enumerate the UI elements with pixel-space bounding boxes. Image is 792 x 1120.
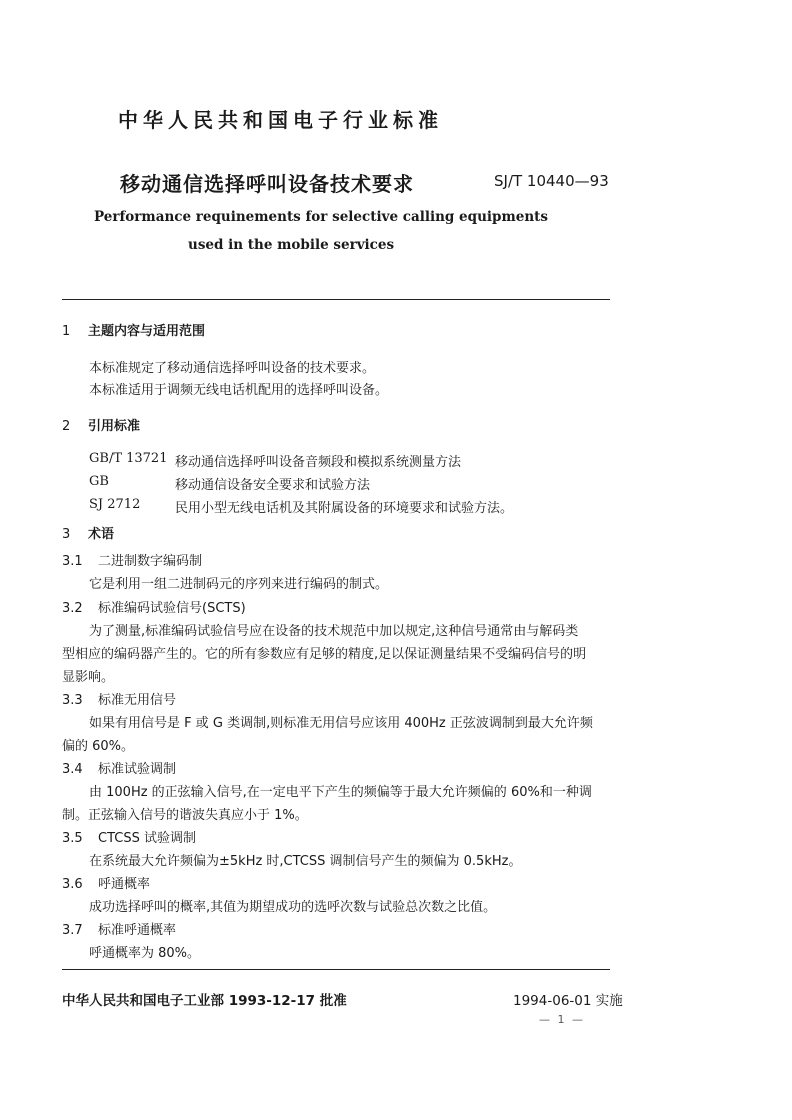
term-heading [62,758,176,777]
reference-code: GB/T 13721 [89,451,168,466]
term-definition-line: 如果有用信号是 F 或 G 类调制,则标准无用信号应该用 400Hz 正弦波调制到最大允许频 [89,716,593,731]
term-definition-line: 偏的 60%。 [62,739,135,754]
term-heading [62,689,176,708]
implementation-date: 1994-06-01 实施 [513,993,623,1009]
term-number: 3.1 [62,554,83,569]
term-definition-line: 成功选择呼叫的概率,其值为期望成功的选呼次数与试验总次数之比值。 [89,900,497,915]
section-number: 1 [62,324,71,339]
term-title: 标准试验调制 [98,762,177,777]
term-definition-line: 制。正弦输入信号的谐波失真应小于 1%。 [62,808,308,823]
term-definition-line: 它是利用一组二进制码元的序列来进行编码的制式。 [89,577,389,592]
section-number: 2 [62,419,71,434]
term-definition-line: 为了测量,标准编码试验信号应在设备的技术规范中加以规定,这种信号通常由与解码类 [89,624,579,639]
term-definition-line: 呼通概率为 80%。 [89,946,201,961]
term-heading [62,919,176,938]
term-definition-line: 显影响。 [62,670,115,685]
footer-rule [62,969,610,970]
term-number: 3.7 [62,923,83,938]
term-definition-line: 由 100Hz 的正弦输入信号,在一定电平下产生的频偏等于最大允许频偏的 60%和一种调 [89,785,592,800]
term-title: 标准编码试验信号(SCTS) [98,601,246,616]
reference-title: 移动通信设备安全要求和试验方法 [175,478,371,493]
term-title: 标准无用信号 [98,693,177,708]
term-heading [62,597,246,616]
document-title-cn: 移动通信选择呼叫设备技术要求 [120,172,414,196]
term-title: 呼通概率 [98,877,151,892]
section-title: 术语 [88,527,115,542]
reference-code: GB [89,474,109,489]
term-heading [62,873,150,892]
paragraph: 本标准适用于调频无线电话机配用的选择呼叫设备。 [89,383,389,398]
term-definition-line: 型相应的编码器产生的。它的所有参数应有足够的精度,足以保证测量结果不受编码信号的明 [62,647,587,662]
standard-code: SJ/T 10440—93 [494,172,609,190]
standard-category: 中华人民共和国电子行业标准 [118,108,443,132]
term-number: 3.5 [62,831,83,846]
document-title-en-line1: Performance requinements for selective calling equipments [94,209,548,225]
section-title: 引用标准 [88,419,141,434]
term-definition-line: 在系统最大允许频偏为±5kHz 时,CTCSS 调制信号产生的频偏为 0.5kHz。 [89,854,522,869]
document-title-en-line2: used in the mobile services [188,237,395,253]
term-number: 3.4 [62,762,83,777]
term-heading [62,550,202,569]
paragraph: 本标准规定了移动通信选择呼叫设备的技术要求。 [89,361,376,376]
approval-text: 中华人民共和国电子工业部 1993-12-17 批准 [62,993,347,1009]
section-2-heading [62,415,140,434]
page-number: — 1 — [539,1013,585,1026]
term-number: 3.3 [62,693,83,708]
section-title: 主题内容与适用范围 [88,324,206,339]
section-3-heading [62,523,114,542]
reference-title: 移动通信选择呼叫设备音频段和模拟系统测量方法 [175,455,462,470]
term-number: 3.6 [62,877,83,892]
term-title: CTCSS 试验调制 [98,831,196,846]
reference-title: 民用小型无线电话机及其附属设备的环境要求和试验方法。 [175,501,514,516]
section-1-heading [62,320,205,339]
term-number: 3.2 [62,601,83,616]
term-title: 二进制数字编码制 [98,554,203,569]
section-number: 3 [62,527,71,542]
reference-code: SJ 2712 [89,497,141,512]
term-title: 标准呼通概率 [98,923,177,938]
term-heading [62,827,196,846]
header-rule [62,299,610,300]
